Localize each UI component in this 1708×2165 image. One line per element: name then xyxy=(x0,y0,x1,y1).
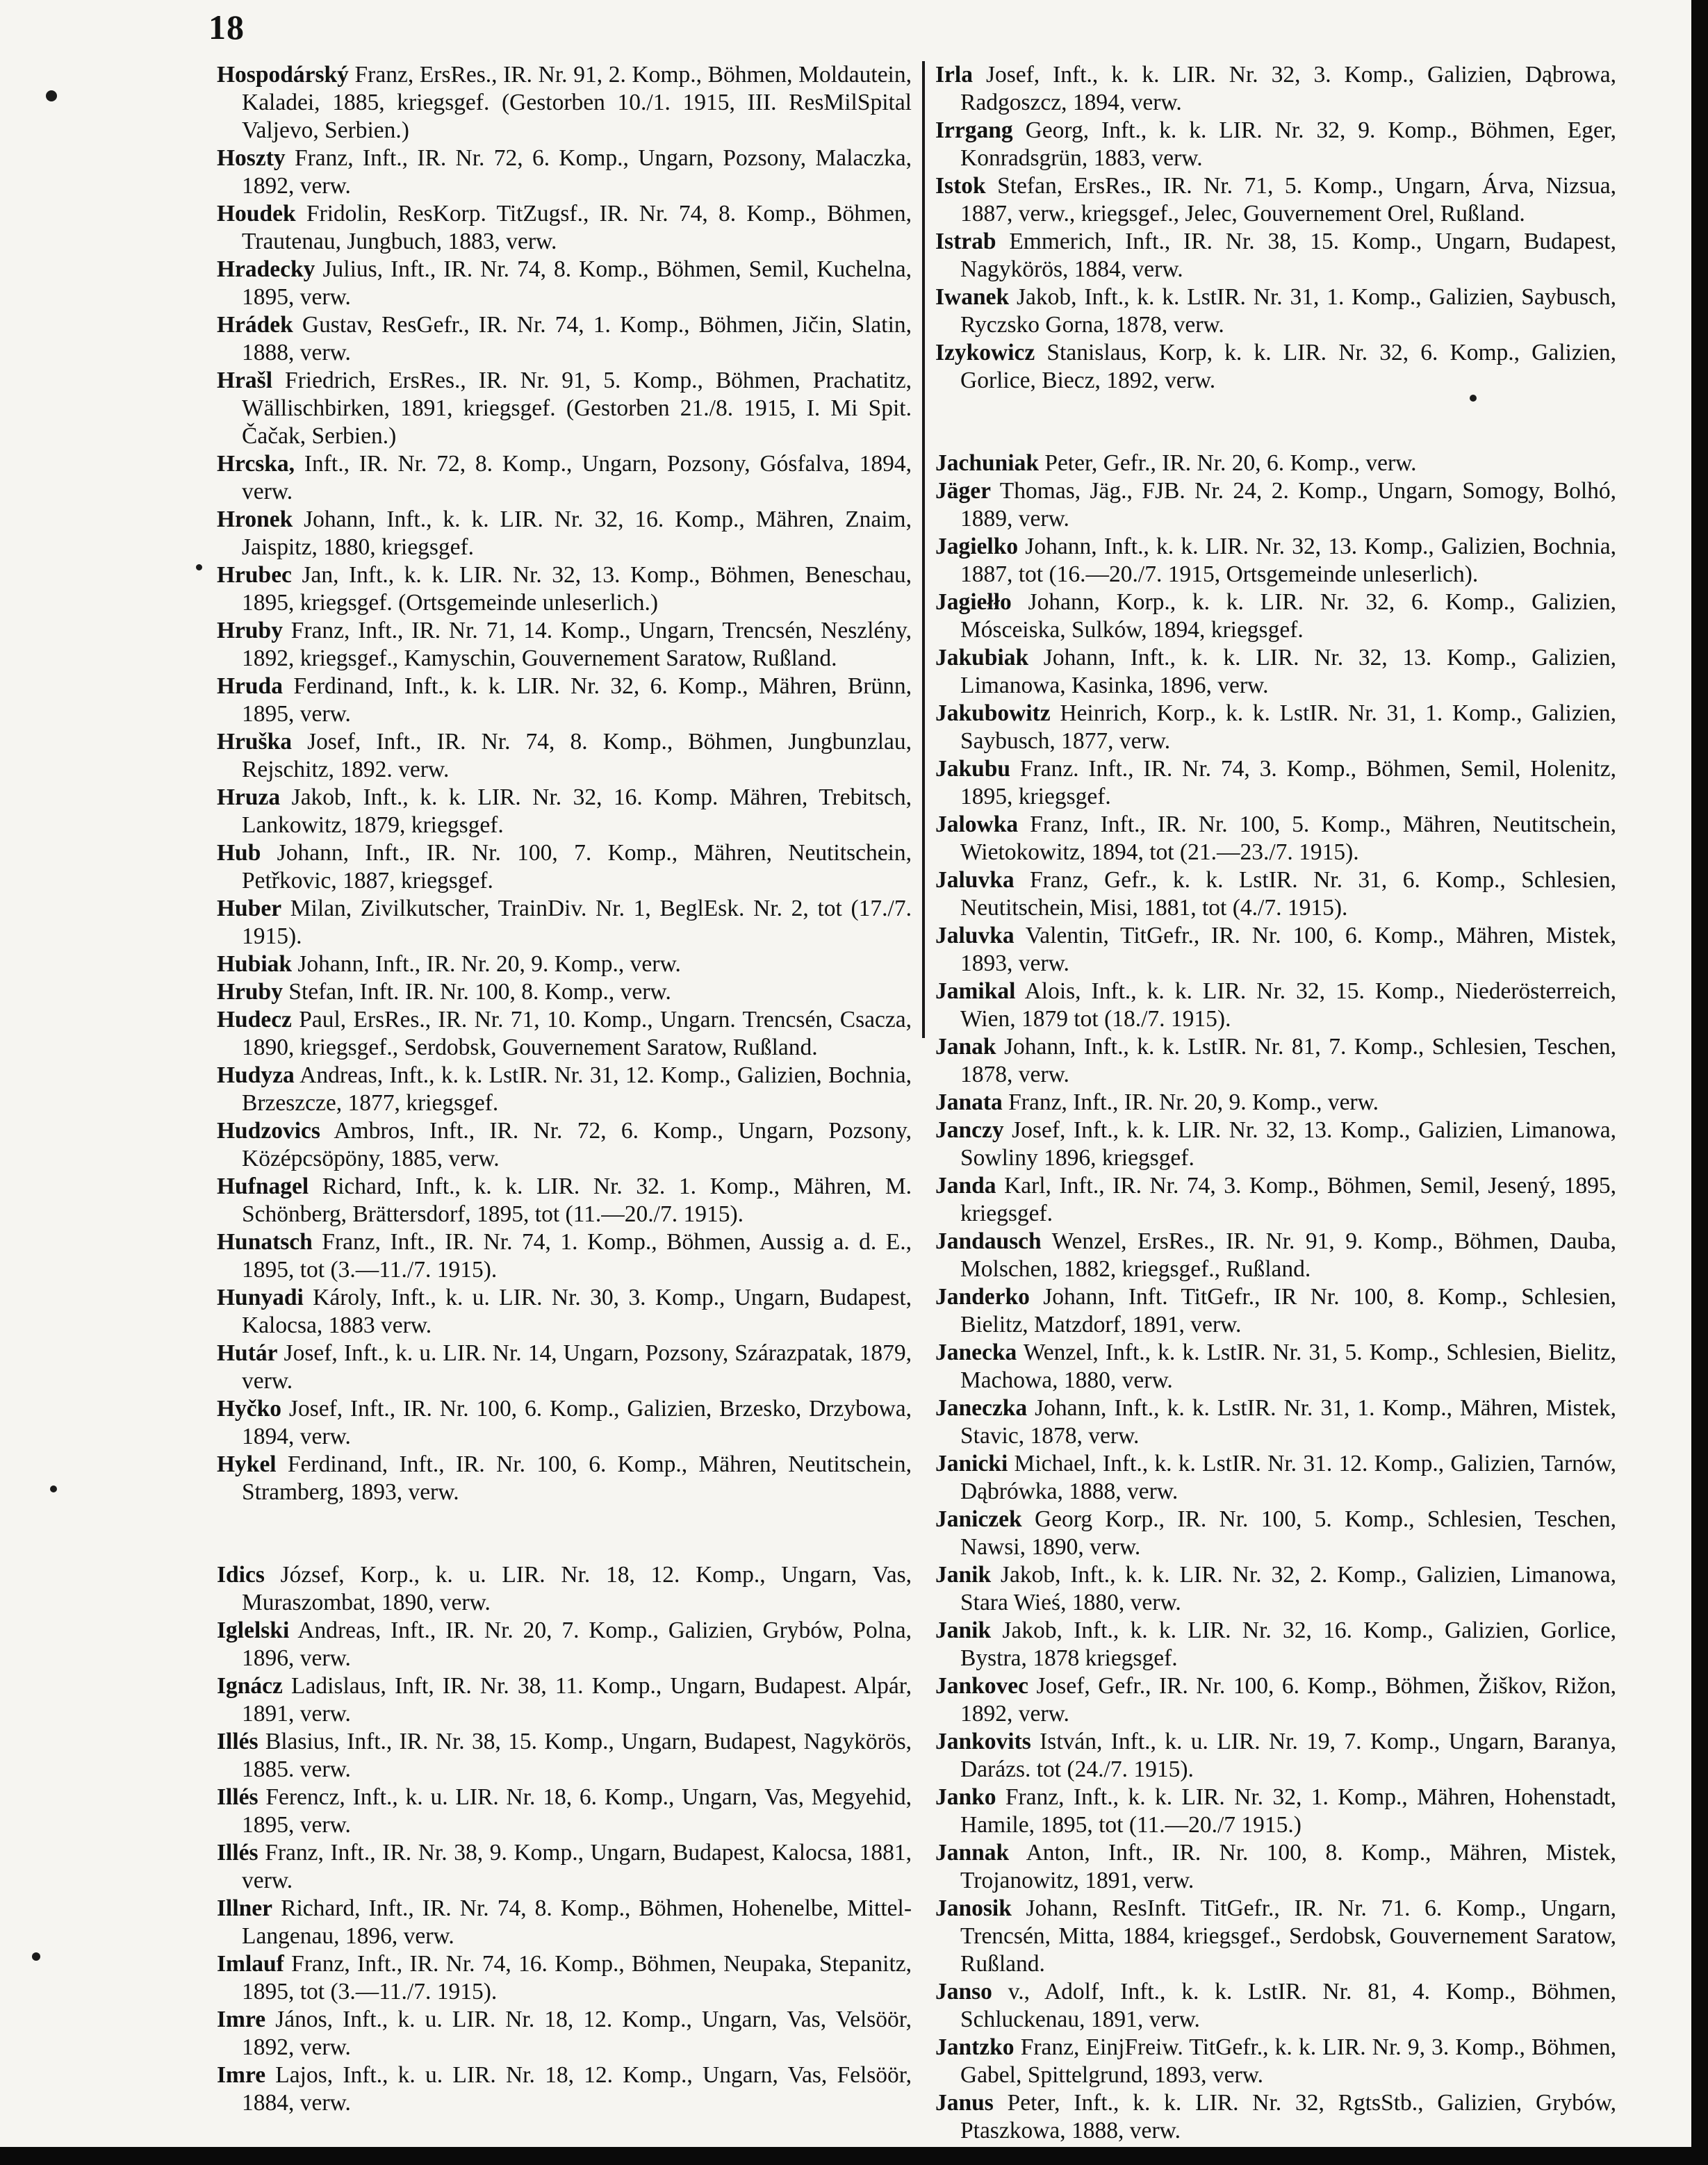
entry-surname: Idics xyxy=(217,1562,265,1588)
ink-spot xyxy=(50,1485,57,1492)
entry-surname: Illés xyxy=(217,1784,258,1810)
entry-surname: Hrcska, xyxy=(217,451,295,477)
entry-details: Johann, Inft., k. k. LIR. Nr. 32, 13. Komp., Galizien, Limanowa, Kasinka, 1896, verw. xyxy=(960,645,1616,698)
entry-details: Anton, Inft., IR. Nr. 100, 8. Komp., Mähren, Mistek, Trojanowitz, 1891, verw. xyxy=(960,1840,1616,1893)
entry-details: Josef, Inft., IR. Nr. 100, 6. Komp., Galizien, Brzesko, Drzybowa, 1894, verw. xyxy=(242,1396,912,1449)
entry-surname: Janik xyxy=(935,1562,992,1588)
register-entry xyxy=(217,1117,912,1173)
entry-surname: Jandausch xyxy=(935,1228,1042,1254)
entry-surname: Hudyza xyxy=(217,1062,295,1088)
entry-details: Franz, Inft., k. k. LIR. Nr. 32, 1. Komp., Mähren, Hohenstadt, Hamile, 1895, tot (11.—20./7 1915.) xyxy=(960,1784,1616,1838)
entry-details: Milan, Zivilkutscher, TrainDiv. Nr. 1, BeglEsk. Nr. 2, tot (17./7. 1915). xyxy=(242,896,912,949)
register-entry xyxy=(935,755,1616,811)
entry-surname: Hruby xyxy=(217,979,283,1005)
entry-surname: Huber xyxy=(217,896,282,921)
register-entry xyxy=(935,1839,1616,1895)
register-entry xyxy=(935,2089,1616,2145)
register-entry xyxy=(935,339,1616,395)
entry-surname: Imre xyxy=(217,2007,266,2032)
entry-details: Josef, Inft., IR. Nr. 74, 8. Komp., Böhmen, Jungbunzlau, Rejschitz, 1892. verw. xyxy=(242,729,912,782)
entry-details: Wenzel, ErsRes., IR. Nr. 91, 9. Komp., Böhmen, Dauba, Molschen, 1882, kriegsgef., Rußland. xyxy=(960,1228,1616,1282)
register-entry xyxy=(217,673,912,728)
entry-details: Andreas, Inft., k. k. LstIR. Nr. 31, 12. Komp., Galizien, Bochnia, Brzeszcze, 1877, kriegsgef. xyxy=(242,1062,912,1116)
entry-details: Thomas, Jäg., FJB. Nr. 24, 2. Komp., Ungarn, Somogy, Bolhó, 1889, verw. xyxy=(960,478,1616,532)
register-entry xyxy=(935,1117,1616,1172)
entry-details: Andreas, Inft., IR. Nr. 20, 7. Komp., Galizien, Grybów, Polna, 1896, verw. xyxy=(242,1617,912,1671)
left-column xyxy=(217,61,912,2117)
entry-details: Inft., IR. Nr. 72, 8. Komp., Ungarn, Pozsony, Gósfalva, 1894, verw. xyxy=(242,451,912,504)
entry-surname: Irrgang xyxy=(935,117,1013,143)
entry-surname: Iglelski xyxy=(217,1617,290,1643)
register-entry xyxy=(935,922,1616,978)
entry-surname: Izykowicz xyxy=(935,340,1035,365)
register-entry xyxy=(217,450,912,506)
entry-surname: Hruda xyxy=(217,673,283,699)
entry-surname: Hudzovics xyxy=(217,1118,320,1144)
page-number: 18 xyxy=(208,8,245,47)
entry-details: Johann, ResInft. TitGefr., IR. Nr. 71. 6. Komp., Ungarn, Trencsén, Mitta, 1884, kriegsgef., Serdobsk, Gouvernement Saratow, Rußland. xyxy=(960,1895,1616,1977)
entry-details: Jakob, Inft., k. k. LIR. Nr. 32, 16. Komp., Galizien, Gorlice, Bystra, 1878 kriegsgef. xyxy=(960,1617,1616,1671)
entry-details: Richard, Inft., k. k. LIR. Nr. 32. 1. Komp., Mähren, M. Schönberg, Brättersdorf, 1895, tot (11.—20./7. 1915). xyxy=(242,1174,912,1227)
entry-details: Michael, Inft., k. k. LstIR. Nr. 31. 12. Komp., Galizien, Tarnów, Dąbrówka, 1888, verw. xyxy=(960,1451,1616,1504)
entry-surname: Jäger xyxy=(935,478,991,504)
entry-details: Paul, ErsRes., IR. Nr. 71, 10. Komp., Ungarn. Trencsén, Csacza, 1890, kriegsgef., Serdobsk, Gouvernement Saratow, Rußland. xyxy=(242,1007,912,1060)
register-entry xyxy=(935,477,1616,533)
register-entry xyxy=(935,588,1616,644)
entry-details: Peter, Gefr., IR. Nr. 20, 6. Komp., verw. xyxy=(1038,450,1417,476)
register-entry xyxy=(935,1172,1616,1228)
register-entry xyxy=(935,1506,1616,1561)
entry-details: Jakob, Inft., k. k. LIR. Nr. 32, 2. Komp., Galizien, Limanowa, Stara Wieś, 1880, verw. xyxy=(960,1562,1616,1615)
entry-surname: Janus xyxy=(935,2090,994,2116)
entry-surname: Hruška xyxy=(217,729,292,755)
register-entry xyxy=(935,533,1616,588)
entry-details: Valentin, TitGefr., IR. Nr. 100, 6. Komp., Mähren, Mistek, 1893, verw. xyxy=(960,923,1616,976)
register-entry xyxy=(935,1394,1616,1450)
entry-details: János, Inft., k. u. LIR. Nr. 18, 12. Komp., Ungarn, Vas, Velsöör, 1892, verw. xyxy=(242,2007,912,2060)
entry-details: Ferencz, Inft., k. u. LIR. Nr. 18, 6. Komp., Ungarn, Vas, Megyehid, 1895, verw. xyxy=(242,1784,912,1838)
entry-surname: Hub xyxy=(217,840,261,866)
ink-spot xyxy=(32,1952,40,1961)
column-divider xyxy=(922,61,925,1038)
entry-surname: Jalowka xyxy=(935,812,1019,837)
entry-details: Franz, Inft., IR. Nr. 74, 16. Komp., Böhmen, Neupaka, Stepanitz, 1895, tot (3.—11./7. 1915). xyxy=(242,1951,912,2005)
register-entry xyxy=(217,1284,912,1340)
register-entry xyxy=(935,700,1616,755)
entry-surname: Hubiak xyxy=(217,951,293,977)
entry-surname: Janso xyxy=(935,1979,992,2005)
register-entry xyxy=(935,1728,1616,1784)
entry-details: Blasius, Inft., IR. Nr. 38, 15. Komp., Ungarn, Budapest, Nagykörös, 1885. verw. xyxy=(242,1729,912,1782)
register-entry xyxy=(217,1173,912,1228)
register-entry xyxy=(217,978,912,1006)
entry-surname: Janosik xyxy=(935,1895,1012,1921)
entry-details: Johann, Korp., k. k. LIR. Nr. 32, 6. Komp., Galizien, Mósceiska, Sulków, 1894, kriegsgef. xyxy=(960,589,1616,643)
register-entry xyxy=(935,1033,1616,1089)
entry-surname: Imre xyxy=(217,2062,266,2088)
entry-surname: Hunatsch xyxy=(217,1229,313,1255)
entry-details: Wenzel, Inft., k. k. LstIR. Nr. 31, 5. Komp., Schlesien, Bielitz, Machowa, 1880, verw. xyxy=(960,1340,1616,1393)
entry-details: Emmerich, Inft., IR. Nr. 38, 15. Komp., Ungarn, Budapest, Nagykörös, 1884, verw. xyxy=(960,229,1616,282)
register-entry xyxy=(935,450,1616,477)
entry-details: Johann, Inft., k. k. LIR. Nr. 32, 13. Komp., Galizien, Bochnia, 1887, tot (16.—20./7. 1915, Ortsgemeinde unleserlich). xyxy=(960,534,1616,587)
register-entry xyxy=(217,1728,912,1784)
entry-details: Josef, Inft., k. k. LIR. Nr. 32, 13. Komp., Galizien, Limanowa, Sowliny 1896, kriegsgef. xyxy=(960,1117,1616,1171)
register-entry xyxy=(217,311,912,367)
entry-surname: Hykel xyxy=(217,1451,277,1477)
entry-surname: Houdek xyxy=(217,201,296,227)
register-entry xyxy=(217,1561,912,1617)
entry-details: Johann, Inft., k. k. LstIR. Nr. 81, 7. Komp., Schlesien, Teschen, 1878, verw. xyxy=(960,1034,1616,1087)
entry-details: Heinrich, Korp., k. k. LstIR. Nr. 31, 1. Komp., Galizien, Saybusch, 1877, verw. xyxy=(960,700,1616,754)
section-gap xyxy=(935,395,1616,450)
register-entry xyxy=(217,2061,912,2117)
entry-details: Josef, Inft., k. u. LIR. Nr. 14, Ungarn, Pozsony, Szárazpatak, 1879, verw. xyxy=(242,1340,912,1394)
register-entry xyxy=(217,2006,912,2061)
register-entry xyxy=(217,145,912,200)
register-entry xyxy=(935,1672,1616,1728)
register-entry xyxy=(935,1978,1616,2034)
entry-surname: Janata xyxy=(935,1089,1003,1115)
register-entry xyxy=(935,61,1616,117)
entry-surname: Jaluvka xyxy=(935,923,1015,948)
register-entry xyxy=(935,1339,1616,1394)
entry-surname: Jakubu xyxy=(935,756,1011,782)
register-entry xyxy=(217,839,912,895)
register-entry xyxy=(935,811,1616,866)
register-entry xyxy=(217,1340,912,1395)
register-entry xyxy=(217,950,912,978)
register-entry xyxy=(935,2034,1616,2089)
entry-surname: Hrašl xyxy=(217,368,273,393)
register-entry xyxy=(935,1561,1616,1617)
entry-surname: Irla xyxy=(935,62,973,88)
entry-surname: Janczy xyxy=(935,1117,1004,1143)
entry-details: Johann, Inft. TitGefr., IR Nr. 100, 8. Komp., Schlesien, Bielitz, Matzdorf, 1891, verw. xyxy=(960,1284,1616,1337)
entry-details: Károly, Inft., k. u. LIR. Nr. 30, 3. Komp., Ungarn, Budapest, Kalocsa, 1883 verw. xyxy=(242,1285,912,1338)
right-column xyxy=(935,61,1616,2145)
entry-surname: Imlauf xyxy=(217,1951,284,1977)
register-entry xyxy=(217,1451,912,1506)
register-entry xyxy=(935,1089,1616,1117)
entry-surname: Hudecz xyxy=(217,1007,292,1032)
entry-details: Richard, Inft., IR. Nr. 74, 8. Komp., Böhmen, Hohenelbe, Mittel-Langenau, 1896, verw. xyxy=(242,1895,912,1949)
section-gap xyxy=(217,1506,912,1561)
register-entry xyxy=(217,1006,912,1062)
register-entry xyxy=(217,1895,912,1950)
register-entry xyxy=(935,866,1616,922)
entry-details: Peter, Inft., k. k. LIR. Nr. 32, RgtsStb., Galizien, Grybów, Ptaszkowa, 1888, verw. xyxy=(960,2090,1616,2143)
register-entry xyxy=(217,200,912,256)
entry-details: Georg Korp., IR. Nr. 100, 5. Komp., Schlesien, Teschen, Nawsi, 1890, verw. xyxy=(960,1506,1616,1560)
register-entry xyxy=(217,61,912,145)
register-entry xyxy=(217,1617,912,1672)
entry-details: Franz, Gefr., k. k. LstIR. Nr. 31, 6. Komp., Schlesien, Neutitschein, Misi, 1881, tot (4./7. 1915). xyxy=(960,867,1616,921)
register-entry xyxy=(935,644,1616,700)
entry-surname: Jakubiak xyxy=(935,645,1029,670)
entry-surname: Illés xyxy=(217,1840,258,1866)
entry-details: Josef, Gefr., IR. Nr. 100, 6. Komp., Böhmen, Žiškov, Rižon, 1892, verw. xyxy=(960,1673,1616,1727)
entry-details: Ladislaus, Inft, IR. Nr. 38, 11. Komp., Ungarn, Budapest. Alpár, 1891, verw. xyxy=(242,1673,912,1727)
entry-surname: Janak xyxy=(935,1034,996,1060)
entry-details: Franz, Inft., IR. Nr. 71, 14. Komp., Ungarn, Trencsén, Neszlény, 1892, kriegsgef., Kamyschin, Gouvernement Saratow, Rußland. xyxy=(242,618,912,671)
entry-surname: Janiczek xyxy=(935,1506,1022,1532)
register-entry xyxy=(935,1784,1616,1839)
entry-surname: Hospodárský xyxy=(217,62,349,88)
entry-details: Lajos, Inft., k. u. LIR. Nr. 18, 12. Komp., Ungarn, Vas, Felsöör, 1884, verw. xyxy=(242,2062,912,2116)
entry-details: Johann, Inft., IR. Nr. 100, 7. Komp., Mähren, Neutitschein, Petřkovic, 1887, kriegsgef. xyxy=(242,840,912,894)
register-entry xyxy=(217,1784,912,1839)
ink-spot xyxy=(46,90,57,101)
register-entry xyxy=(935,172,1616,228)
entry-surname: Illner xyxy=(217,1895,273,1921)
entry-details: Ferdinand, Inft., IR. Nr. 100, 6. Komp., Mähren, Neutitschein, Stramberg, 1893, verw. xyxy=(242,1451,912,1505)
entry-surname: Jamikal xyxy=(935,978,1016,1004)
entry-details: István, Inft., k. u. LIR. Nr. 19, 7. Komp., Ungarn, Baranya, Darázs. tot (24./7. 1915). xyxy=(960,1729,1616,1782)
entry-details: József, Korp., k. u. LIR. Nr. 18, 12. Komp., Ungarn, Vas, Muraszombat, 1890, verw. xyxy=(242,1562,912,1615)
entries-i xyxy=(217,1561,912,2117)
entry-surname: Hyčko xyxy=(217,1396,282,1422)
register-entry xyxy=(217,784,912,839)
register-entry xyxy=(217,1950,912,2006)
entry-details: Johann, Inft., k. k. LIR. Nr. 32, 16. Komp., Mähren, Znaim, Jaispitz, 1880, kriegsgef. xyxy=(242,507,912,560)
register-entry xyxy=(935,1617,1616,1672)
register-entry xyxy=(217,728,912,784)
register-entry xyxy=(935,978,1616,1033)
entry-surname: Istrab xyxy=(935,229,996,254)
entry-surname: Hrubec xyxy=(217,562,292,588)
entry-surname: Jakubowitz xyxy=(935,700,1051,726)
entry-surname: Jankovits xyxy=(935,1729,1031,1754)
entry-details: Jakob, Inft., k. k. LstIR. Nr. 31, 1. Komp., Galizien, Saybusch, Ryczsko Gorna, 1878, verw. xyxy=(960,284,1616,338)
entry-details: Franz, ErsRes., IR. Nr. 91, 2. Komp., Böhmen, Moldautein, Kaladei, 1885, kriegsgef. (Gestorben 10./1. 1915, III. ResMilSpital Valjevo, Serbien.) xyxy=(242,62,912,143)
entry-details: Gustav, ResGefr., IR. Nr. 74, 1. Komp., Böhmen, Jičin, Slatin, 1888, verw. xyxy=(242,312,912,365)
entry-surname: Ignácz xyxy=(217,1673,283,1699)
register-entry xyxy=(217,1062,912,1117)
register-entry xyxy=(935,1895,1616,1978)
register-entry xyxy=(935,1283,1616,1339)
register-entry xyxy=(217,256,912,311)
entry-surname: Janderko xyxy=(935,1284,1030,1310)
entry-details: Stefan, Inft. IR. Nr. 100, 8. Komp., verw. xyxy=(282,979,671,1005)
entry-details: Jakob, Inft., k. k. LIR. Nr. 32, 16. Komp. Mähren, Trebitsch, Lankowitz, 1879, kriegsgef. xyxy=(242,784,912,838)
entry-surname: Janda xyxy=(935,1173,996,1199)
register-entry xyxy=(935,283,1616,339)
entry-details: Karl, Inft., IR. Nr. 74, 3. Komp., Böhmen, Semil, Jesený, 1895, kriegsgef. xyxy=(960,1173,1616,1226)
entry-surname: Istok xyxy=(935,173,986,199)
entry-details: Johann, Inft., k. k. LstIR. Nr. 31, 1. Komp., Mähren, Mistek, Stavic, 1878, verw. xyxy=(960,1395,1616,1449)
register-entry xyxy=(217,367,912,450)
entry-details: Franz, Inft., IR. Nr. 74, 1. Komp., Böhmen, Aussig a. d. E., 1895, tot (3.—11./7. 1915). xyxy=(242,1229,912,1283)
entry-details: Franz, Inft., IR. Nr. 100, 5. Komp., Mähren, Neutitschein, Wietokowitz, 1894, tot (21.—23./7. 1915). xyxy=(960,812,1616,865)
entry-details: Franz, EinjFreiw. TitGefr., k. k. LIR. Nr. 9, 3. Komp., Böhmen, Gabel, Spittelgrund, 1893, verw. xyxy=(960,2034,1616,2088)
entry-details: Franz, Inft., IR. Nr. 72, 6. Komp., Ungarn, Pozsony, Malaczka, 1892, verw. xyxy=(242,145,912,199)
register-entry xyxy=(217,1228,912,1284)
entry-details: Julius, Inft., IR. Nr. 74, 8. Komp., Böhmen, Semil, Kuchelna, 1895, verw. xyxy=(242,256,912,310)
register-entry xyxy=(217,506,912,561)
entry-surname: Jagielko xyxy=(935,534,1019,559)
entry-surname: Hufnagel xyxy=(217,1174,309,1199)
entry-details: Friedrich, ErsRes., IR. Nr. 91, 5. Komp., Böhmen, Prachatitz, Wällischbirken, 1891, kriegsgef. (Gestorben 21./8. 1915, I. Mi Spit. Čačak, Serbien.) xyxy=(242,368,912,449)
entries-j xyxy=(935,450,1616,2145)
entry-surname: Jaluvka xyxy=(935,867,1015,893)
entry-details: Franz. Inft., IR. Nr. 74, 3. Komp., Böhmen, Semil, Holenitz, 1895, kriegsgef. xyxy=(960,756,1616,809)
entry-surname: Hruza xyxy=(217,784,281,810)
register-entry xyxy=(935,117,1616,172)
entry-surname: Jachuniak xyxy=(935,450,1039,476)
entry-surname: Hutár xyxy=(217,1340,278,1366)
entry-details: Johann, Inft., IR. Nr. 20, 9. Komp., verw. xyxy=(292,951,681,977)
register-entry xyxy=(935,1450,1616,1506)
register-entry xyxy=(935,228,1616,283)
entry-surname: Illés xyxy=(217,1729,258,1754)
entry-details: Stanislaus, Korp, k. k. LIR. Nr. 32, 6. Komp., Galizien, Gorlice, Biecz, 1892, verw. xyxy=(960,340,1616,393)
entry-details: Stefan, ErsRes., IR. Nr. 71, 5. Komp., Ungarn, Árva, Nizsua, 1887, verw., kriegsgef., Jelec, Gouvernement Orel, Rußland. xyxy=(960,173,1616,227)
entry-surname: Jannak xyxy=(935,1840,1010,1866)
register-entry xyxy=(217,1672,912,1728)
entry-surname: Janeczka xyxy=(935,1395,1028,1421)
entry-details: v., Adolf, Inft., k. k. LstIR. Nr. 81, 4. Komp., Böhmen, Schluckenau, 1891, verw. xyxy=(960,1979,1616,2032)
entries-h xyxy=(217,61,912,1506)
entry-surname: Janko xyxy=(935,1784,996,1810)
entry-surname: Hruby xyxy=(217,618,283,643)
entry-details: Ferdinand, Inft., k. k. LIR. Nr. 32, 6. Komp., Mähren, Brünn, 1895, verw. xyxy=(242,673,912,727)
entry-surname: Janik xyxy=(935,1617,992,1643)
entry-surname: Hradecky xyxy=(217,256,315,282)
ink-spot xyxy=(196,564,202,570)
entry-surname: Hunyadi xyxy=(217,1285,304,1310)
entry-details: Franz, Inft., IR. Nr. 20, 9. Komp., verw. xyxy=(1002,1089,1379,1115)
entry-details: Jan, Inft., k. k. LIR. Nr. 32, 13. Komp., Böhmen, Beneschau, 1895, kriegsgef. (Ortsgemeinde unleserlich.) xyxy=(242,562,912,616)
entry-details: Ambros, Inft., IR. Nr. 72, 6. Komp., Ungarn, Pozsony, Középcsöpöny, 1885, verw. xyxy=(242,1118,912,1171)
ink-spot xyxy=(1470,395,1477,402)
entry-surname: Hronek xyxy=(217,507,293,532)
entry-surname: Janicki xyxy=(935,1451,1008,1476)
register-entry xyxy=(935,1228,1616,1283)
entry-surname: Jankovec xyxy=(935,1673,1028,1699)
entry-surname: Jagiełło xyxy=(935,589,1012,615)
register-entry xyxy=(217,617,912,673)
entry-surname: Hrádek xyxy=(217,312,293,338)
entry-surname: Iwanek xyxy=(935,284,1010,310)
entry-details: Fridolin, ResKorp. TitZugsf., IR. Nr. 74, 8. Komp., Böhmen, Trautenau, Jungbuch, 1883, verw. xyxy=(242,201,912,254)
entry-surname: Janecka xyxy=(935,1340,1017,1365)
entry-details: Josef, Inft., k. k. LIR. Nr. 32, 3. Komp., Galizien, Dąbrowa, Radgoszcz, 1894, verw. xyxy=(960,62,1616,115)
register-entry xyxy=(217,895,912,950)
register-entry xyxy=(217,561,912,617)
entry-details: Franz, Inft., IR. Nr. 38, 9. Komp., Ungarn, Budapest, Kalocsa, 1881, verw. xyxy=(242,1840,912,1893)
register-entry xyxy=(217,1395,912,1451)
entry-surname: Jantzko xyxy=(935,2034,1015,2060)
entries-i-continued xyxy=(935,61,1616,395)
register-entry xyxy=(217,1839,912,1895)
entry-surname: Hoszty xyxy=(217,145,286,171)
entry-details: Georg, Inft., k. k. LIR. Nr. 32, 9. Komp., Böhmen, Eger, Konradsgrün, 1883, verw. xyxy=(960,117,1616,171)
entry-details: Alois, Inft., k. k. LIR. Nr. 32, 15. Komp., Niederösterreich, Wien, 1879 tot (18./7. 1915). xyxy=(960,978,1616,1032)
